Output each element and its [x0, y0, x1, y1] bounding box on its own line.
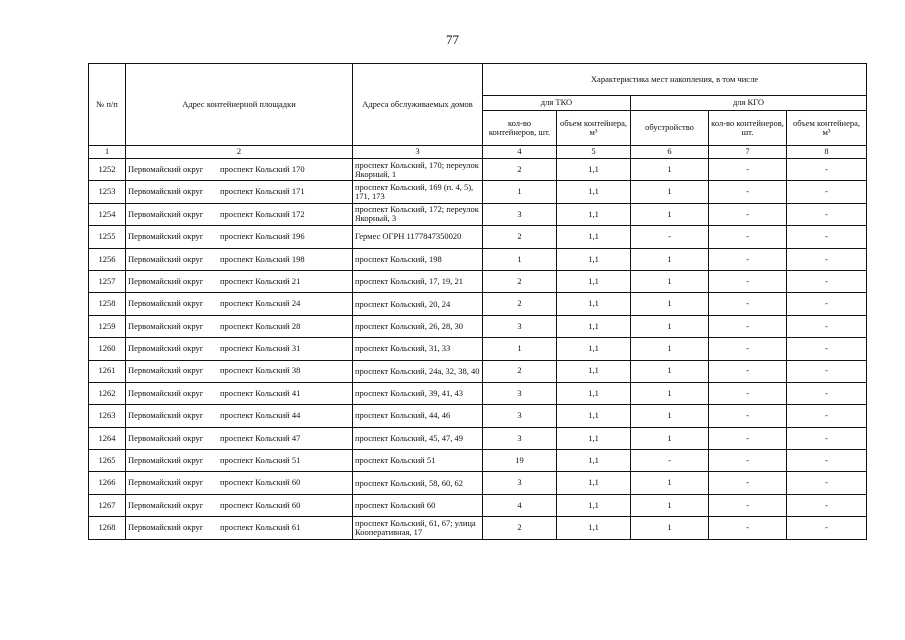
kgo-volume: -	[787, 450, 867, 472]
district-name: Первомайский округ	[128, 410, 204, 421]
street-address: проспект Кольский 47	[220, 432, 301, 443]
header-col-served: Адреса обслуживаемых домов	[353, 64, 483, 146]
kgo-volume: -	[787, 427, 867, 449]
row-number: 1254	[89, 203, 126, 225]
kgo-count: -	[709, 293, 787, 315]
column-number: 7	[709, 146, 787, 159]
district-name: Первомайский округ	[128, 186, 204, 197]
table-row	[89, 270, 867, 292]
served-houses: проспект Кольский, 61, 67; улица Кооперативная, 17	[353, 517, 483, 539]
kgo-count: -	[709, 315, 787, 337]
tko-volume: 1,1	[557, 226, 631, 248]
row-number: 1253	[89, 181, 126, 203]
served-houses: проспект Кольский, 44, 46	[353, 405, 483, 427]
district-name: Первомайский округ	[128, 499, 204, 510]
street-address: проспект Кольский 24	[220, 298, 301, 309]
street-address: проспект Кольский 21	[220, 275, 301, 286]
tko-volume: 1,1	[557, 293, 631, 315]
street-address: проспект Кольский 171	[220, 186, 305, 197]
row-number: 1261	[89, 360, 126, 382]
row-number: 1257	[89, 270, 126, 292]
header-col-address: Адрес контейнерной площадки	[126, 64, 353, 146]
table-row	[89, 338, 867, 360]
kgo-volume: -	[787, 226, 867, 248]
table-body	[89, 159, 867, 540]
table-row	[89, 248, 867, 270]
served-houses: проспект Кольский, 45, 47, 49	[353, 427, 483, 449]
kgo-volume: -	[787, 472, 867, 494]
tko-count: 3	[483, 427, 557, 449]
kgo-facility: 1	[631, 338, 709, 360]
tko-volume: 1,1	[557, 517, 631, 539]
tko-volume: 1,1	[557, 382, 631, 404]
street-address: проспект Кольский 31	[220, 343, 301, 354]
kgo-facility: 1	[631, 248, 709, 270]
kgo-facility: 1	[631, 405, 709, 427]
served-houses: проспект Кольский, 31, 33	[353, 338, 483, 360]
kgo-volume: -	[787, 203, 867, 225]
tko-count: 2	[483, 226, 557, 248]
header-column-numbers	[89, 146, 867, 159]
row-number: 1252	[89, 159, 126, 181]
table-row	[89, 427, 867, 449]
column-number: 5	[557, 146, 631, 159]
district-name: Первомайский округ	[128, 522, 204, 533]
table-row	[89, 517, 867, 539]
served-houses: проспект Кольский, 170; переулок Якорный, 1	[353, 159, 483, 181]
site-address	[126, 427, 353, 449]
site-address	[126, 226, 353, 248]
header-group-kgo: для КГО	[631, 96, 867, 111]
row-number: 1256	[89, 248, 126, 270]
tko-count: 3	[483, 382, 557, 404]
kgo-volume: -	[787, 248, 867, 270]
district-name: Первомайский округ	[128, 208, 204, 219]
tko-count: 19	[483, 450, 557, 472]
table-row	[89, 494, 867, 516]
street-address: проспект Кольский 170	[220, 163, 305, 174]
tko-count: 2	[483, 293, 557, 315]
site-address	[126, 248, 353, 270]
site-address	[126, 293, 353, 315]
column-number: 4	[483, 146, 557, 159]
kgo-facility: 1	[631, 203, 709, 225]
tko-volume: 1,1	[557, 181, 631, 203]
tko-volume: 1,1	[557, 203, 631, 225]
header-tko-volume: объем контейнера, м³	[557, 111, 631, 146]
served-houses: проспект Кольский 51	[353, 450, 483, 472]
kgo-count: -	[709, 517, 787, 539]
kgo-facility: 1	[631, 382, 709, 404]
column-number: 2	[126, 146, 353, 159]
kgo-count: -	[709, 203, 787, 225]
tko-count: 3	[483, 315, 557, 337]
kgo-facility: 1	[631, 315, 709, 337]
site-address	[126, 494, 353, 516]
table-row	[89, 181, 867, 203]
row-number: 1265	[89, 450, 126, 472]
row-number: 1267	[89, 494, 126, 516]
kgo-volume: -	[787, 494, 867, 516]
table-row	[89, 226, 867, 248]
kgo-facility: 1	[631, 517, 709, 539]
district-name: Первомайский округ	[128, 365, 204, 376]
street-address: проспект Кольский 60	[220, 477, 301, 488]
tko-count: 1	[483, 338, 557, 360]
tko-count: 4	[483, 494, 557, 516]
district-name: Первомайский округ	[128, 343, 204, 354]
column-number: 1	[89, 146, 126, 159]
site-address	[126, 450, 353, 472]
header-kgo-count: кол-во контейнеров, шт.	[709, 111, 787, 146]
kgo-volume: -	[787, 360, 867, 382]
header-col-no: № п/п	[89, 64, 126, 146]
table-row	[89, 159, 867, 181]
kgo-volume: -	[787, 405, 867, 427]
kgo-count: -	[709, 382, 787, 404]
site-address	[126, 315, 353, 337]
table-row	[89, 472, 867, 494]
street-address: проспект Кольский 28	[220, 320, 301, 331]
tko-volume: 1,1	[557, 427, 631, 449]
served-houses: Гермес ОГРН 1177847350020	[353, 226, 483, 248]
column-number: 8	[787, 146, 867, 159]
kgo-volume: -	[787, 159, 867, 181]
kgo-facility: 1	[631, 181, 709, 203]
street-address: проспект Кольский 44	[220, 410, 301, 421]
row-number: 1266	[89, 472, 126, 494]
page-number: 77	[446, 32, 459, 47]
table-row	[89, 450, 867, 472]
site-address	[126, 270, 353, 292]
row-number: 1268	[89, 517, 126, 539]
tko-count: 1	[483, 181, 557, 203]
header-row-1	[89, 64, 867, 96]
column-number: 6	[631, 146, 709, 159]
column-number: 3	[353, 146, 483, 159]
kgo-count: -	[709, 248, 787, 270]
tko-volume: 1,1	[557, 270, 631, 292]
kgo-facility: -	[631, 226, 709, 248]
kgo-count: -	[709, 472, 787, 494]
tko-count: 2	[483, 360, 557, 382]
kgo-facility: -	[631, 450, 709, 472]
row-number: 1263	[89, 405, 126, 427]
kgo-volume: -	[787, 338, 867, 360]
tko-volume: 1,1	[557, 494, 631, 516]
kgo-volume: -	[787, 517, 867, 539]
container-sites-table	[88, 63, 867, 540]
served-houses: проспект Кольский, 24а, 32, 38, 40	[353, 360, 483, 382]
kgo-volume: -	[787, 315, 867, 337]
site-address	[126, 382, 353, 404]
kgo-count: -	[709, 226, 787, 248]
district-name: Первомайский округ	[128, 253, 204, 264]
row-number: 1255	[89, 226, 126, 248]
district-name: Первомайский округ	[128, 387, 204, 398]
tko-volume: 1,1	[557, 450, 631, 472]
table-row	[89, 360, 867, 382]
kgo-count: -	[709, 494, 787, 516]
district-name: Первомайский округ	[128, 477, 204, 488]
kgo-facility: 1	[631, 159, 709, 181]
row-number: 1260	[89, 338, 126, 360]
served-houses: проспект Кольский, 198	[353, 248, 483, 270]
kgo-volume: -	[787, 293, 867, 315]
site-address	[126, 360, 353, 382]
table-row	[89, 405, 867, 427]
tko-count: 2	[483, 270, 557, 292]
district-name: Первомайский округ	[128, 275, 204, 286]
tko-volume: 1,1	[557, 360, 631, 382]
row-number: 1262	[89, 382, 126, 404]
served-houses: проспект Кольский, 172; переулок Якорный, 3	[353, 203, 483, 225]
kgo-facility: 1	[631, 360, 709, 382]
kgo-count: -	[709, 159, 787, 181]
tko-volume: 1,1	[557, 248, 631, 270]
table-row	[89, 382, 867, 404]
site-address	[126, 203, 353, 225]
tko-count: 1	[483, 248, 557, 270]
tko-volume: 1,1	[557, 472, 631, 494]
street-address: проспект Кольский 38	[220, 365, 301, 376]
kgo-count: -	[709, 181, 787, 203]
served-houses: проспект Кольский, 26, 28, 30	[353, 315, 483, 337]
served-houses: проспект Кольский, 20, 24	[353, 293, 483, 315]
kgo-count: -	[709, 338, 787, 360]
header-group-tko: для ТКО	[483, 96, 631, 111]
street-address: проспект Кольский 60	[220, 499, 301, 510]
kgo-volume: -	[787, 181, 867, 203]
site-address	[126, 338, 353, 360]
served-houses: проспект Кольский, 17, 19, 21	[353, 270, 483, 292]
tko-count: 2	[483, 517, 557, 539]
kgo-count: -	[709, 360, 787, 382]
street-address: проспект Кольский 41	[220, 387, 301, 398]
kgo-volume: -	[787, 270, 867, 292]
tko-volume: 1,1	[557, 159, 631, 181]
tko-count: 3	[483, 405, 557, 427]
site-address	[126, 472, 353, 494]
header-kgo-facility: обустройство	[631, 111, 709, 146]
district-name: Первомайский округ	[128, 432, 204, 443]
street-address: проспект Кольский 172	[220, 208, 305, 219]
table-row	[89, 315, 867, 337]
site-address	[126, 405, 353, 427]
street-address: проспект Кольский 51	[220, 455, 301, 466]
row-number: 1259	[89, 315, 126, 337]
site-address	[126, 181, 353, 203]
row-number: 1264	[89, 427, 126, 449]
row-number: 1258	[89, 293, 126, 315]
street-address: проспект Кольский 198	[220, 253, 305, 264]
tko-volume: 1,1	[557, 405, 631, 427]
tko-count: 2	[483, 159, 557, 181]
tko-volume: 1,1	[557, 338, 631, 360]
table-row	[89, 203, 867, 225]
kgo-count: -	[709, 450, 787, 472]
district-name: Первомайский округ	[128, 231, 204, 242]
kgo-facility: 1	[631, 293, 709, 315]
kgo-facility: 1	[631, 472, 709, 494]
kgo-facility: 1	[631, 494, 709, 516]
district-name: Первомайский округ	[128, 320, 204, 331]
served-houses: проспект Кольский, 169 (п. 4, 5), 171, 173	[353, 181, 483, 203]
served-houses: проспект Кольский 60	[353, 494, 483, 516]
street-address: проспект Кольский 61	[220, 522, 301, 533]
kgo-count: -	[709, 427, 787, 449]
kgo-count: -	[709, 405, 787, 427]
street-address: проспект Кольский 196	[220, 231, 305, 242]
header-col-characteristics: Характеристика мест накопления, в том числе	[483, 64, 867, 96]
site-address	[126, 159, 353, 181]
kgo-facility: 1	[631, 270, 709, 292]
kgo-volume: -	[787, 382, 867, 404]
header-tko-count: кол-во контейнеров, шт.	[483, 111, 557, 146]
served-houses: проспект Кольский, 39, 41, 43	[353, 382, 483, 404]
site-address	[126, 517, 353, 539]
tko-count: 3	[483, 472, 557, 494]
district-name: Первомайский округ	[128, 163, 204, 174]
tko-volume: 1,1	[557, 315, 631, 337]
kgo-count: -	[709, 270, 787, 292]
district-name: Первомайский округ	[128, 455, 204, 466]
header-kgo-volume: объем контейнера, м³	[787, 111, 867, 146]
table-row	[89, 293, 867, 315]
kgo-facility: 1	[631, 427, 709, 449]
district-name: Первомайский округ	[128, 298, 204, 309]
tko-count: 3	[483, 203, 557, 225]
served-houses: проспект Кольский, 58, 60, 62	[353, 472, 483, 494]
